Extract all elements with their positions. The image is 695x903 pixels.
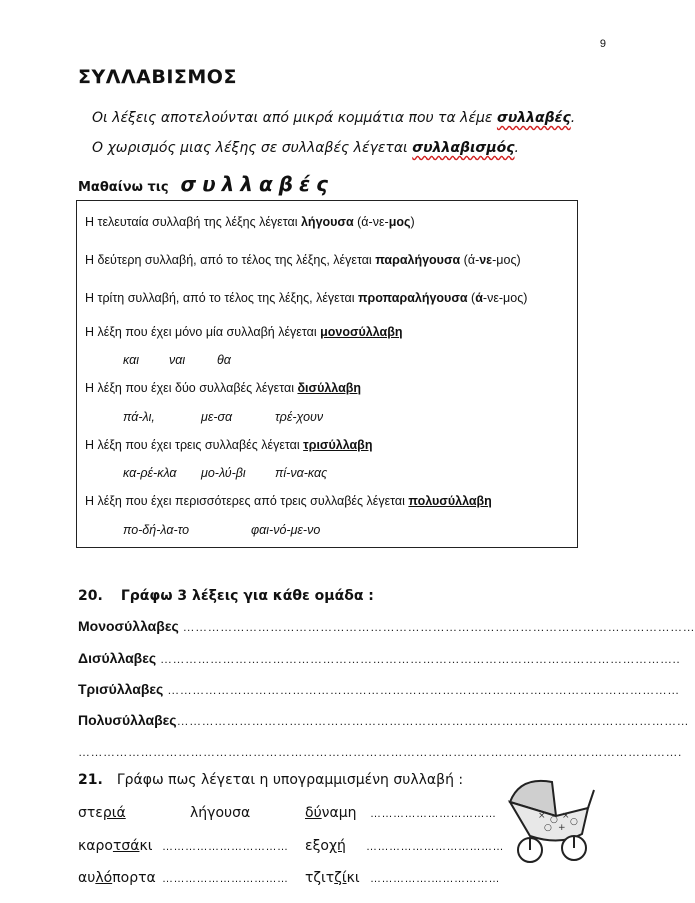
svg-text:×: × [538,811,546,821]
example-word: θα [217,353,231,367]
learn-word: συλλαβές [180,172,334,196]
answer-blank[interactable]: …………………………………………………………………………………………………………… [176,714,690,728]
q21-answer-6[interactable]: …………….……………… [370,873,501,885]
rule-text: Η λέξη που έχει τρεις συλλαβές λέγεται [85,438,304,452]
example-word: πο-δή-λα-το [123,523,190,537]
underlined-syllable: λό [95,870,113,886]
q21-word-4 [305,838,346,854]
rule-polysyllabic [85,494,492,508]
rule-example-syllable: νε [479,253,493,267]
example-word: και [123,353,140,367]
rule-text: Η τρίτη συλλαβή, από το τέλος της λέξης, λέγεται [85,291,358,305]
fill-row-extra [78,743,682,759]
baby-carriage-illustration [500,772,600,868]
exercise-21-heading [78,772,463,788]
underlined-syllable: τσά [112,838,140,854]
row-label: Τρισύλλαβες [78,681,164,697]
example-word: φαι-νό-με-νο [251,523,321,537]
rule-example: ) [410,215,415,229]
rule-example: -νε-μος) [482,291,528,305]
q21-answer-4[interactable]: ……………………………… [366,841,504,853]
intro-text: Ο χωρισμός μιας λέξης σε συλλαβές λέγεται [92,140,413,156]
rule-example: (ά-νε- [353,215,389,229]
key-term: συλλαβές [496,110,571,126]
svg-text:○: ○ [570,817,578,827]
answer-blank[interactable]: …………………………………………………………………………………………………………… [182,620,695,634]
punct: . [570,110,576,126]
word-part: καρο [78,838,113,854]
key-term: συλλαβισμός [412,140,515,156]
rules-box [76,200,578,548]
word-part: τζιτ [305,870,335,886]
rule-monosyllabic [85,325,403,339]
q21-word-2 [305,805,357,821]
row-label: Μονοσύλλαβες [78,618,179,634]
word-part: εξο [305,838,329,854]
svg-text:×: × [562,811,570,821]
rule-example: ( [467,291,476,305]
q21-answer-1: λήγουσα [190,805,251,821]
rule-term: δισύλλαβη [297,381,362,395]
exercise-number: 21. [78,772,103,788]
example-word: κα-ρέ-κλα [123,466,177,480]
rule-term: μονοσύλλαβη [320,325,403,339]
rule-term: πολυσύλλαβη [408,494,492,508]
word-part: αυ [78,870,96,886]
example-word: πί-να-κας [275,466,328,480]
q21-answer-2[interactable]: …………………………… [370,808,497,820]
fill-row-trisyllabic [78,681,680,697]
rule-disyllabic [85,381,361,395]
page-title: ΣΥΛΛΑΒΙΣΜΟΣ [78,66,237,88]
answer-blank[interactable]: …………………………………………………………………………………………………………….. [160,652,681,666]
rule-last-syllable [85,215,415,229]
svg-text:+: + [558,823,566,833]
rule-example-syllable: ά [475,291,483,305]
rule-text: Η λέξη που έχει δύο συλλαβές λέγεται [85,381,298,395]
rule-text: Η δεύτερη συλλαβή, από το τέλος της λέξης, λέγεται [85,253,376,267]
page-number: 9 [599,38,606,50]
word-part: στε [78,805,103,821]
answer-blank[interactable]: …………………………………………………………………………………………………………… [167,683,680,697]
example-word: τρέ-χουν [275,410,324,424]
row-label: Πολυσύλλαβες [78,712,177,728]
q21-word-1 [78,805,126,821]
example-word: ναι [169,353,186,367]
word-part: ναμη [321,805,357,821]
learn-heading [78,172,334,196]
q21-word-3 [78,838,152,854]
underlined-syllable: ζί [334,870,347,886]
fill-row-disyllabic [78,650,680,666]
rule-example: -μος) [492,253,521,267]
rule-term: λήγουσα [300,215,354,229]
underlined-syllable: χή [328,838,346,854]
word-part: πορτα [112,870,156,886]
underlined-syllable: ριά [102,805,126,821]
intro-line-2 [92,140,519,156]
rule-text: Η λέξη που έχει περισσότερες από τρεις συλλαβές λέγεται [85,494,409,508]
word-part: κι [139,838,153,854]
exercise-instruction: Γράφω πως λέγεται η υπογραμμισμένη συλλαβή : [116,772,464,788]
rule-text: Η τελευταία συλλαβή της λέξης λέγεται [85,215,301,229]
example-word: με-σα [201,410,233,424]
rule-trisyllabic [85,438,372,452]
row-label: Δισύλλαβες [78,650,157,666]
rule-second-last [85,253,521,267]
rule-term: προπαραλήγουσα [357,291,468,305]
rule-example-syllable: μος [388,215,411,229]
fill-row-polysyllabic [78,712,689,728]
q21-word-5 [78,870,156,886]
intro-text: Οι λέξεις αποτελούνται από μικρά κομμάτια που τα λέμε [92,110,497,126]
rule-term: τρισύλλαβη [303,438,373,452]
rule-third-last [85,291,527,305]
svg-text:○: ○ [550,815,558,825]
q21-answer-3[interactable]: …………………………… [162,841,289,853]
q21-word-6 [305,870,360,886]
example-word: πά-λι, [123,410,155,424]
punct: . [514,140,519,156]
answer-blank[interactable]: ………………………………………………………………………………………………………………………………. [78,745,682,759]
q21-answer-5[interactable]: …………………………… [162,873,289,885]
svg-text:○: ○ [544,823,552,833]
exercise-20-heading [78,588,374,604]
intro-line-1 [92,110,575,126]
rule-text: Η λέξη που έχει μόνο μία συλλαβή λέγεται [85,325,321,339]
fill-row-monosyllabic [78,618,695,634]
word-part: κι [346,870,360,886]
learn-prefix: Μαθαίνω τις [78,180,169,195]
example-word: μο-λύ-βι [201,466,246,480]
exercise-number: 20. [78,588,103,604]
carriage-handle [588,790,594,808]
underlined-syllable: δύ [305,805,322,821]
rule-term: παραλήγουσα [375,253,461,267]
exercise-instruction: Γράφω 3 λέξεις για κάθε ομάδα : [120,588,374,604]
rule-example: (ά- [460,253,480,267]
